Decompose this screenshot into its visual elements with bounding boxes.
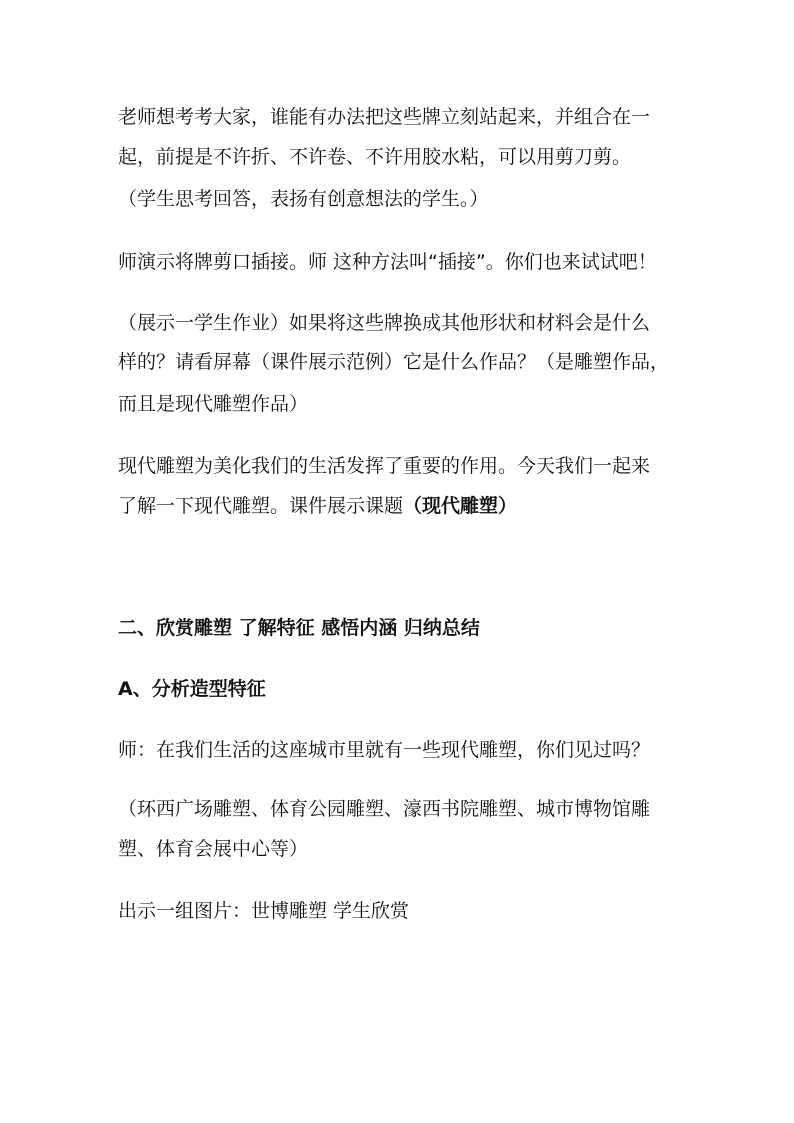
paragraph-text: 了解一下现代雕塑。课件展示课题: [118, 495, 404, 517]
paragraph-line: 而且是现代雕塑作品）: [118, 393, 309, 415]
paragraph-line: （环西广场雕塑、体育公园雕塑、濠西书院雕塑、城市博物馆雕: [118, 798, 651, 820]
course-title: （现代雕塑）: [403, 495, 518, 517]
paragraph-line: （学生思考回答，表扬有创意想法的学生。）: [118, 188, 489, 210]
section-heading: 二、欣赏雕塑 了解特征 感悟内涵 归纳总结: [118, 617, 480, 639]
paragraph-line: 出示一组图片：世博雕塑 学生欣赏: [118, 900, 410, 922]
paragraph-line: 师演示将牌剪口插接。师 这种方法叫“插接”。你们也来试试吧！: [118, 251, 657, 273]
paragraph-line: 塑、体育会展中心等）: [118, 838, 309, 860]
paragraph-line: 师：在我们生活的这座城市里就有一些现代雕塑，你们见过吗？: [118, 739, 651, 761]
paragraph-line: （展示一学生作业）如果将这些牌换成其他形状和材料会是什么: [118, 312, 651, 334]
paragraph-line: 现代雕塑为美化我们的生活发挥了重要的作用。今天我们一起来: [118, 455, 651, 477]
paragraph-line: 起，前提是不许折、不许卷、不许用胶水粘，可以用剪刀剪。: [118, 146, 632, 168]
paragraph-line: [118, 497, 517, 516]
subsection-heading: A、分析造型特征: [118, 678, 266, 700]
paragraph-line: 老师想考考大家，谁能有办法把这些牌立刻站起来，并组合在一: [118, 106, 651, 128]
paragraph-line: 样的？请看屏幕（课件展示范例）它是什么作品？（是雕塑作品，: [118, 351, 670, 373]
